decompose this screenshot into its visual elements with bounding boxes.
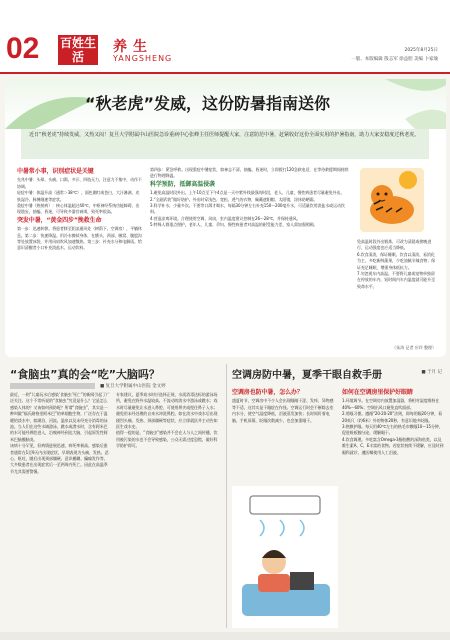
col1-paragraph: 重症中暑（热射病）：核心体温超过40℃，中枢神经系统功能障碍，出现谵妄、抽搐、昏迷，可导致多器官衰竭，致死率很高。 — [17, 203, 140, 215]
article-byline-right: ■ 于月 记 — [421, 370, 442, 375]
col2-heading: 科学预防，抵御高温侵袭 — [150, 180, 215, 188]
col3-paragraph: 7.勿忽视车内高温。不要将儿童或宠物单独留在停放的车内，短时间内车内温度就可能升至致命水平。 — [357, 271, 435, 289]
col1-heading: 中暑常小事，识别症状是关键 — [17, 168, 94, 175]
title-rule — [10, 383, 95, 389]
col1-paragraph: 轻症中暑：体温升高（通常＞38℃），面色潮红或苍白，大汗淋漓、皮肤湿冷、脉搏细速等症状。 — [17, 190, 140, 202]
col2-paragraph: 2.“全副武装”做好防护。外出时穿浅色、宽松、透气的衣物，佩戴遮阳帽、太阳镜，涂抹防晒霜。 — [150, 196, 318, 202]
col2-paragraph: 4.营造凉爽环境。合理使用空调、风扇，室内温度建议控制在26～28℃，并保持通风。 — [150, 215, 301, 221]
feature-column-1 — [17, 167, 142, 252]
dry-eye-column-1 — [232, 388, 337, 483]
header-rule — [0, 72, 450, 74]
dry-eye-subheading: 如何在空调房里保护好眼睛 — [342, 389, 413, 396]
feature-column-3 — [357, 239, 435, 290]
amoeba-column-1 — [10, 392, 110, 628]
dry-eye-tip: 3.热敷护眼。每天用40℃左右的热毛巾敷眼10～15分钟，促进睑板腺分泌，缓解眼干。 — [342, 424, 443, 436]
col2-paragraph: 第四步：紧急呼救。出现重症中暑症状，如神志不清、抽搐、昏迷时，立即拨打120急救电话，在等待救援期间持续进行物理降温。 — [150, 167, 349, 179]
page-number: 02 — [6, 32, 40, 65]
dry-eye-tip: 4.饮食调理。多吃富含Omega-3脂肪酸的深海鱼类，以及维生素A、C、E丰富的食物。若症状持续不缓解，应及时到眼科就诊，遵医嘱使用人工泪液。 — [342, 436, 444, 455]
col2-paragraph: 3.科学补水，少量多次。不要等口渴才喝水，每隔30分钟左右补充150～200毫升水，可适量饮用淡盐水或运动饮料。 — [150, 203, 345, 215]
col3-paragraph: 6.饮食清淡，保证睡眠。饮食以清淡、易消化为主，多吃新鲜蔬果，少吃油腻辛辣食物；保证充足睡眠，增强身体抵抗力。 — [357, 251, 435, 270]
amoeba-paragraph: 该病十分罕见，但病情进展迅速、病死率极高。感染后患者通常在1至9天内出现症状，早期表现为头痛、发热、恶心、呕吐，随后出现颈部僵硬、意识模糊、癫痫发作等，大多数患者在出现症状后一至两周内死亡。因此在高温季节尤其需要警惕。 — [10, 443, 109, 474]
amoeba-paragraph: 最近，一则“儿童玩水后感染‘食脑虫’死亡”的新闻引起了广泛关注。这个不常听说的“食脑虫”究竟是什么？它是怎么感染人体的？又该如何预防呢？所谓“食脑虫”，其实是一种叫做“福氏耐格里阿米巴”的单细胞生物，广泛存在于温暖的淡水中，如湖泊、河流、温泉以及未经充分消毒的泳池。当人们在这些水域游泳、跳水或潜水时，含有阿米巴的水可能经鼻腔进入，沿嗅神经到达大脑，引起原发性阿米巴脑膜脑炎。 — [10, 392, 110, 442]
page-tag: 百姓生活 — [59, 36, 96, 64]
dry-eye-paragraph: 盛夏时节，空调房中不少人会出现眼睛干涩、发痒、异物感等不适，这其实是干眼症在作怪。空调运行时会不断除去室内水分，使空气湿度降低，泪液蒸发加快；长时间盯着电脑、手机屏幕，眨眼次数减少，也会加重眼干。 — [232, 398, 334, 423]
article-byline: ■ 复旦大学附属中山医院 金文婷 — [100, 384, 166, 389]
col2-paragraph: 5.特殊人群重点照护。老年人、儿童、孕妇、慢性病患者对高温的耐受能力差，家人需加强照顾。 — [150, 222, 318, 228]
tiger-illustration — [356, 164, 428, 236]
feature-credit: （朱涛 记者 应玲 整理） — [392, 345, 436, 350]
feature-article — [5, 79, 446, 357]
col1-heading-2: 突发中暑，“黄金四步”挽救生命 — [17, 216, 102, 224]
section-title-en: YANGSHENG — [113, 54, 173, 63]
dry-eye-question: 空调房也防中暑，怎么办？ — [232, 389, 303, 396]
feature-intro: 近日“秋老虎”持续发威，又热又闷！复旦大学附属中山医院急诊重病中心张峰主任医师提醒大家，注意防范中暑，赶紧收好这份全面实用的护暑指南，助力大家安稳度过秋老虎。 — [21, 129, 429, 159]
dry-eye-tip: 2.用眼习惯。遵循“20-20-20”法则，即每用眼20分钟，看20英尺（约6米）外的物体20秒，有意识地多眨眼。 — [342, 411, 443, 423]
feature-headline: “秋老虎”发威，这份防暑指南送你 — [85, 94, 331, 113]
col3-paragraph: 免高温时段外出锻炼，可改为清晨或傍晚进行，运动强度也应适当降低。 — [357, 239, 432, 251]
col1-paragraph: 先兆中暑：头晕、头痛、口渴、多汗、四肢无力，注意力不集中，动作不协调。 — [17, 177, 142, 189]
issue-date: 2025年8月25日 — [404, 48, 438, 53]
amoeba-paragraph: 值得一提的是，“食脑虫”感染并不会在人与人之间传播，饮用被污染的水也不会导致感染，公众无需过度恐慌，做好科学防护即可。 — [116, 430, 218, 449]
dry-eye-column-2 — [342, 388, 444, 628]
col1-paragraph: 第一步：迅速转移。将患者移至阴凉通风处（树荫下、空调房），平躺休息。第二步：快速降温。用冷水擦拭身体，在额头、颈部、腋窝、腹股沟等处放置冰袋，并用风扇吹风加速散热。第三步：补充水分和电解质。给意识清醒者小口补充淡盐水、运动饮料。 — [17, 226, 142, 251]
page-header — [0, 0, 450, 72]
amoeba-column-2 — [116, 392, 221, 628]
col2-paragraph: 1.避免高温时段外出。上午10点至下午4点是一天中紫外线最强的时段，老人、儿童、慢性病患者尽量避免外出。 — [150, 190, 345, 196]
air-conditioner-illustration — [232, 486, 338, 628]
column-divider — [226, 364, 227, 628]
amoeba-paragraph: 专家建议，夏季戏水时应选择正规、水质消毒达标的游泳场所，避免在野外水温较高、不流动的淡水中游泳或跳水；戏水时尽量避免让水进入鼻腔，可使用鼻夹或捏住鼻子入水；避免用未经处理的自来水冲洗鼻腔。如在淡水中戏水后出现剧烈头痛、发热、颈部僵硬等症状，应立即就医并主动告知医生戏水史。 — [116, 392, 218, 430]
article-title-dry-eye: 空调房防中暑，夏季干眼自救手册 — [232, 370, 382, 381]
editors-line: 一版、本版编辑 殷志军 徐益胆 美编 卜家瑜 — [351, 57, 438, 62]
article-title-brain-eating-amoeba: “食脑虫”真的会“吃”大脑吗？ — [10, 368, 160, 381]
dry-eye-tip: 1.环境调节。在空调房内放置加湿器，将相对湿度维持在40%～60%；空调出风口避免直吹面部。 — [342, 398, 440, 410]
feature-banner — [5, 79, 446, 129]
section-title: 养生 — [113, 39, 153, 55]
page-footer — [0, 632, 450, 640]
feature-column-2 — [150, 167, 350, 229]
